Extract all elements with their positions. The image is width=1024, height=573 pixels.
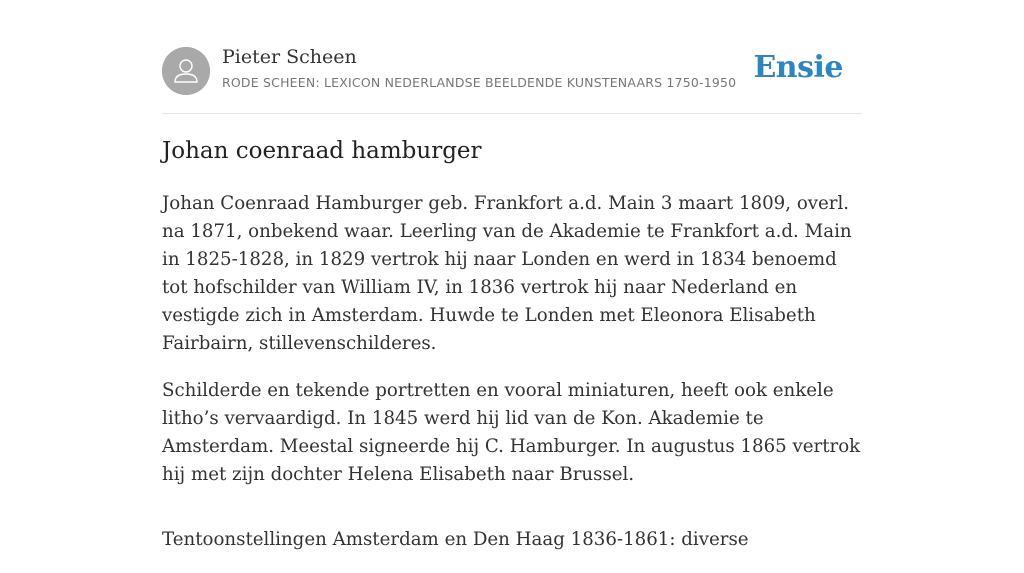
- article-paragraph: Schilderde en tekende portretten en vooral miniaturen, heeft ook enkele litho’s vervaardigd. In 1845 werd hij lid van de Kon. Akademie te Amsterdam. Meestal signeerde hij C. Hamburger. In augustus 1865 vertrok hij met zijn dochter Helena Elisabeth naar Brussel.: [162, 380, 861, 485]
- article-title: Johan coenraad hamburger: [162, 138, 482, 164]
- ensie-logo[interactable]: Ensie: [753, 50, 843, 85]
- article-paragraph: Johan Coenraad Hamburger geb. Frankfort a.d. Main 3 maart 1809, overl. na 1871, onbekend waar. Leerling van de Akademie te Frankfort a.d. Main in 1825-1828, in 1829 vertrok hij naar Londen en werd in 1834 benoemd tot hofschilder van William IV, in 1836 vertrok hij naar Nederland en vestigde zich in Amsterdam. Huwde te Londen met Eleonora Elisabeth Fairbairn, stillevenschilderes.: [162, 193, 852, 354]
- article-container: [162, 0, 862, 550]
- user-avatar-icon[interactable]: [162, 47, 210, 95]
- author-name[interactable]: Pieter Scheen: [222, 46, 357, 68]
- source-lexicon[interactable]: RODE SCHEEN: LEXICON NEDERLANDSE BEELDENDE KUNSTENAARS 1750-1950: [222, 75, 737, 90]
- article-body: [162, 190, 862, 573]
- article-paragraph: Tentoonstellingen Amsterdam en Den Haag 1836-1861: diverse: [162, 529, 749, 550]
- article-header: [162, 0, 862, 114]
